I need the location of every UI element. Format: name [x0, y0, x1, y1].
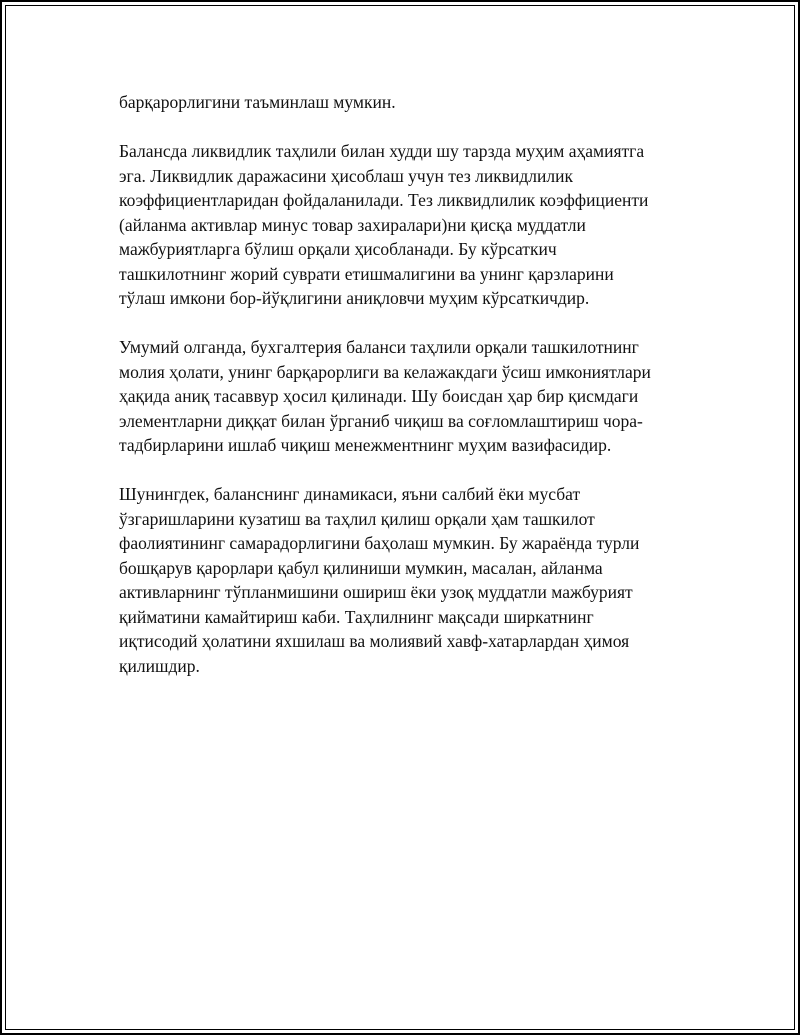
- text-line: ташкилотнинг жорий суврати етишмалигини ва унинг қарзларини: [119, 263, 614, 284]
- text-line: ўзгаришларини кузатиш ва таҳлил қилиш орқали ҳам ташкилот: [119, 508, 595, 529]
- text-line: активларнинг тўпланмишини ошириш ёки узоқ муддатли мажбурият: [119, 582, 633, 602]
- paragraph-1: [119, 90, 689, 115]
- text-line: тадбирларини ишлаб чиқиш менежментнинг муҳим вазифасидир.: [119, 435, 612, 455]
- text-line: элементларни диққат билан ўрганиб чиқиш ва соғломлаштириш чора-: [119, 410, 643, 431]
- text-line: мажбуриятларга бўлиш орқали ҳисобланади. Бу кўрсаткич: [119, 239, 557, 259]
- text-line: иқтисодий ҳолатини яхшилаш ва молиявий хавф-хатарлардан ҳимоя: [119, 631, 630, 651]
- text-line: барқарорлигини таъминлаш мумкин.: [119, 92, 396, 112]
- text-line: ҳақида аниқ тасаввур ҳосил қилинади. Шу боисдан ҳар бир қисмдаги: [119, 386, 639, 406]
- text-line: қийматини камайтириш каби. Таҳлилнинг мақсади ширкатнинг: [119, 606, 594, 627]
- text-line: эга. Ликвидлик даражасини ҳисоблаш учун тез ликвидлилик: [119, 165, 573, 186]
- paragraph-2: [119, 139, 689, 311]
- text-line: коэффициентларидан фойдаланилади. Тез ликвидлилик коэффициенти: [119, 190, 649, 210]
- paragraph-4: [119, 482, 689, 678]
- text-line: Шунингдек, баланснинг динамикаси, яъни салбий ёки мусбат: [119, 484, 581, 504]
- document-body: [119, 90, 689, 703]
- text-line: (айланма активлар минус товар захиралари)ни қисқа муддатли: [119, 214, 586, 235]
- text-line: тўлаш имкони бор-йўқлигини аниқловчи муҳим кўрсаткичдир.: [119, 288, 590, 308]
- paragraph-3: [119, 335, 689, 458]
- text-line: қилишдир.: [119, 655, 200, 676]
- text-line: фаолиятининг самарадорлигини баҳолаш мумкин. Бу жараёнда турли: [119, 533, 640, 553]
- text-line: Умумий олганда, бухгалтерия баланси таҳлили орқали ташкилотнинг: [119, 337, 639, 357]
- text-line: молия ҳолати, унинг барқарорлиги ва келажакдаги ўсиш имкониятлари: [119, 361, 651, 382]
- text-line: бошқарув қарорлари қабул қилиниши мумкин, масалан, айланма: [119, 557, 603, 578]
- text-line: Балансда ликвидлик таҳлили билан худди шу тарзда муҳим аҳамиятга: [119, 141, 645, 161]
